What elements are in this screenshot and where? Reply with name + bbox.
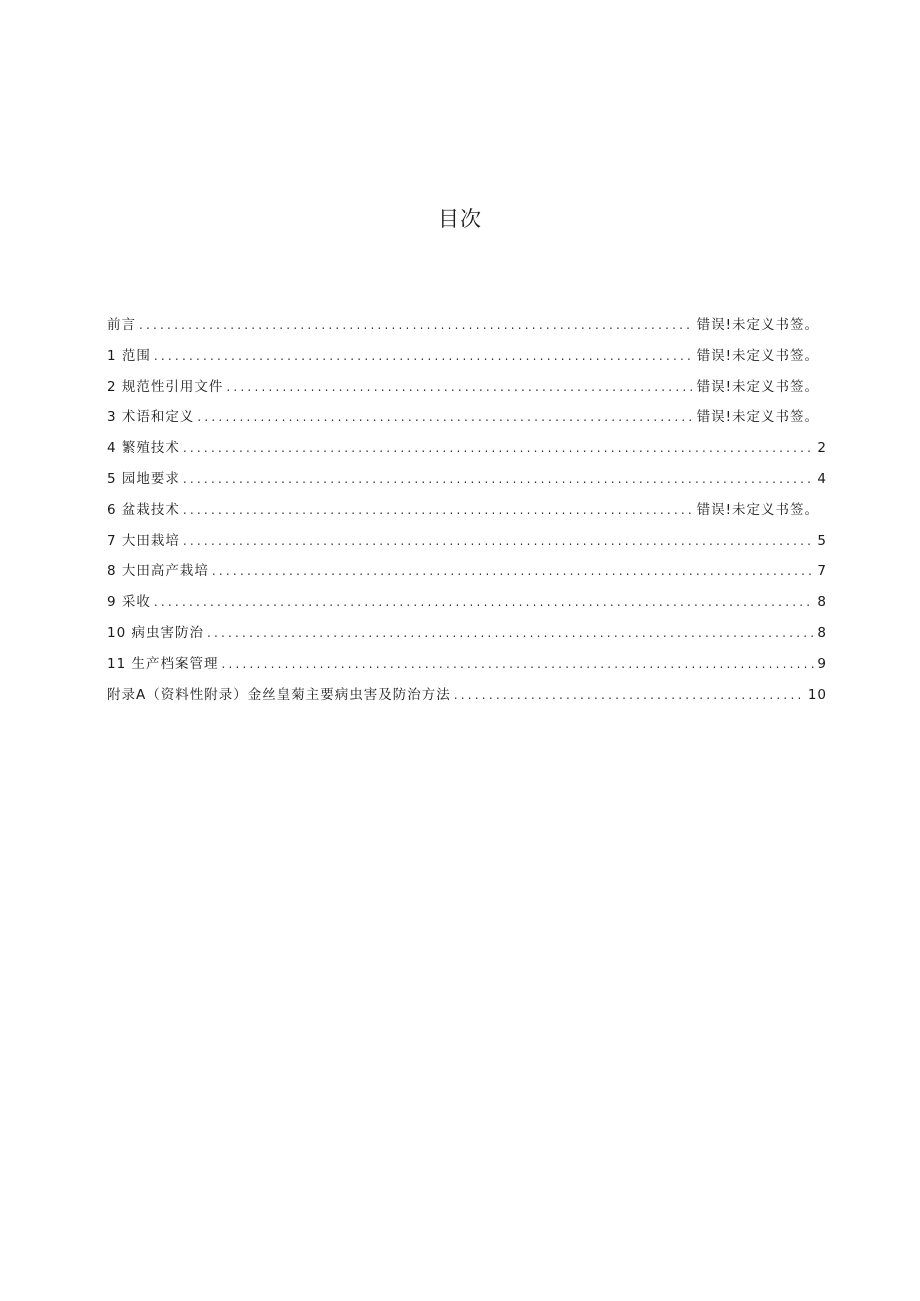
toc-dot-leader [154,587,815,618]
toc-dot-leader [154,341,694,372]
toc-entry-label: 9 采收 [107,594,151,611]
toc-dot-leader [139,310,694,341]
toc-entry-label: 5 园地要求 [107,470,180,487]
toc-entry-normative-references[interactable] [107,372,827,403]
toc-dot-leader [183,526,815,557]
toc-entry-label: 1 范围 [107,347,151,364]
toc-dot-leader [207,618,814,649]
toc-entry-label: 6 盆栽技术 [107,501,180,518]
toc-entry-pest-control[interactable] [107,618,827,649]
toc-entry-label: 附录A（资料性附录）金丝皇菊主要病虫害及防治方法 [107,686,451,703]
toc-entry-preface[interactable] [107,310,827,341]
toc-entry-page: 错误!未定义书签。 [696,347,819,364]
toc-entry-label: 2 规范性引用文件 [107,378,224,395]
toc-entry-label: 11 生产档案管理 [107,655,219,672]
toc-entry-page: 5 [817,532,827,549]
toc-entry-harvest[interactable] [107,587,827,618]
toc-entry-page: 9 [817,655,827,672]
toc-entry-page: 7 [817,563,827,580]
toc-title: 目次 [438,207,482,231]
toc-entry-terms-definitions[interactable] [107,402,827,433]
toc-entry-label: 10 病虫害防治 [107,624,204,641]
toc-entry-label: 8 大田高产栽培 [107,563,209,580]
toc-entry-scope[interactable] [107,341,827,372]
toc-entry-production-records[interactable] [107,649,827,680]
toc-entry-high-yield-cultivation[interactable] [107,556,827,587]
toc-dot-leader [183,495,694,526]
toc-entry-label: 4 繁殖技术 [107,440,180,457]
toc-list [107,310,827,710]
toc-dot-leader [221,649,814,680]
toc-entry-page: 错误!未定义书签。 [696,317,819,333]
toc-entry-pot-cultivation[interactable] [107,495,827,526]
toc-entry-site-requirements[interactable] [107,464,827,495]
toc-dot-leader [183,464,815,495]
toc-entry-page: 8 [817,594,827,611]
toc-entry-page: 10 [807,686,827,703]
toc-dot-leader [183,433,815,464]
toc-dot-leader [212,556,815,587]
toc-dot-leader [454,680,805,711]
toc-entry-label: 7 大田栽培 [107,532,180,549]
toc-entry-label: 前言 [107,317,136,333]
toc-entry-field-cultivation[interactable] [107,526,827,557]
toc-entry-page: 错误!未定义书签。 [696,409,819,426]
toc-entry-appendix-a[interactable] [107,680,827,711]
toc-dot-leader [197,402,693,433]
toc-entry-page: 2 [817,440,827,457]
toc-entry-page: 4 [817,470,827,487]
toc-entry-label: 3 术语和定义 [107,409,195,426]
toc-entry-propagation[interactable] [107,433,827,464]
toc-dot-leader [226,372,693,403]
toc-entry-page: 8 [817,624,827,641]
toc-entry-page: 错误!未定义书签。 [696,378,819,395]
toc-entry-page: 错误!未定义书签。 [696,501,819,518]
